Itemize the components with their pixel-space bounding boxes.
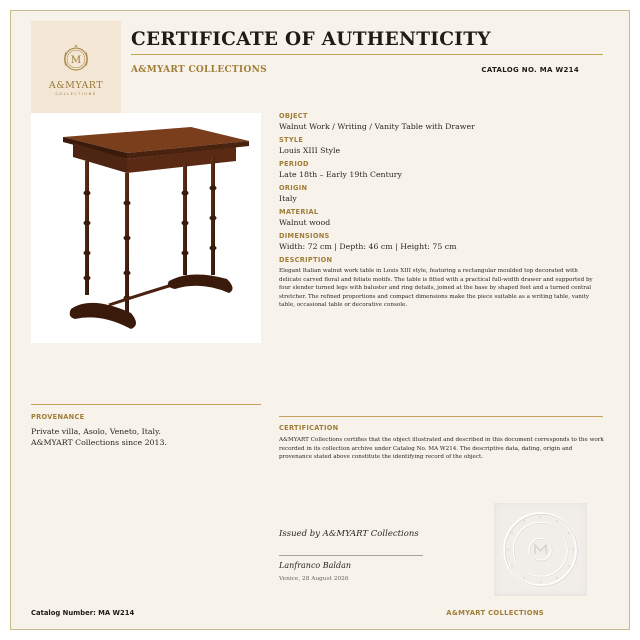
- logo-subtitle: COLLECTIONS: [55, 92, 97, 96]
- place-date: Venice, 28 August 2026: [279, 576, 349, 582]
- provenance-label: PROVENANCE: [31, 413, 85, 421]
- detail-label: ORIGIN: [279, 184, 308, 192]
- logo-letter: M: [70, 54, 82, 66]
- provenance-line: A&MYART Collections since 2013.: [31, 437, 167, 447]
- detail-style: [279, 136, 609, 157]
- certification-text: A&MYART Collections certifies that the object illustrated and described in this document corresponds to the work recorded in its collection archive under Catalog No. MA W214. The descriptive data, dating, origin and provenance stated above constitute the identifying record of the object.: [279, 437, 604, 461]
- detail-value: Walnut wood: [279, 218, 331, 227]
- provenance-text: [31, 427, 231, 448]
- detail-label: DIMENSIONS: [279, 232, 330, 240]
- seal-emboss-graphic: [494, 503, 587, 596]
- signature-line: [279, 555, 423, 556]
- object-details: [279, 112, 609, 310]
- description-text: Elegant Italian walnut work table in Louis XIII style, featuring a rectangular moulded top decorated with delicate carved floral and foliate motifs. The table is fitted with a practical full-width drawer and supported by four slender turned legs with baluster and ring details, joined at the base by shaped feet and a turned central stretcher. The refined proportions and compact dimensions make the piece suitable as a writing table, vanity table, occasional table or decorative console.: [279, 268, 593, 309]
- detail-value: Late 18th – Early 19th Century: [279, 170, 402, 179]
- signer-name: Lanfranco Baldan: [279, 561, 352, 570]
- detail-label: PERIOD: [279, 160, 309, 168]
- detail-label: OBJECT: [279, 112, 308, 120]
- detail-origin: [279, 184, 609, 205]
- detail-object: [279, 112, 609, 133]
- footer-catalog-number: Catalog Number: MA W214: [31, 609, 135, 617]
- detail-label: STYLE: [279, 136, 304, 144]
- detail-description: [279, 256, 609, 310]
- detail-value: Walnut Work / Writing / Vanity Table with Drawer: [279, 122, 475, 131]
- description-label: DESCRIPTION: [279, 256, 333, 264]
- issued-by: Issued by A&MYART Collections: [279, 529, 419, 539]
- collection-name: A&MYART COLLECTIONS: [131, 65, 267, 75]
- walnut-table-illustration: [31, 113, 261, 343]
- brand-logo: [31, 21, 121, 117]
- footer-brand: A&MYART COLLECTIONS: [446, 609, 544, 617]
- title-rule: [131, 54, 603, 55]
- page-title: CERTIFICATE OF AUTHENTICITY: [131, 29, 491, 50]
- catalog-number-header: CATALOG NO. MA W214: [481, 66, 579, 74]
- detail-value: Louis XIII Style: [279, 146, 341, 155]
- provenance-line: Private villa, Asolo, Veneto, Italy.: [31, 427, 161, 436]
- provenance-rule: [31, 404, 261, 405]
- detail-period: [279, 160, 609, 181]
- detail-value: Italy: [279, 194, 297, 203]
- certification-label: CERTIFICATION: [279, 424, 339, 432]
- detail-dimensions: [279, 232, 609, 253]
- certificate-page: [10, 10, 630, 630]
- detail-material: [279, 208, 609, 229]
- detail-label: MATERIAL: [279, 208, 319, 216]
- monogram-emblem-icon: [59, 42, 93, 76]
- detail-value: Width: 72 cm | Depth: 46 cm | Height: 75 cm: [279, 242, 457, 251]
- embossed-seal-icon: [494, 503, 587, 596]
- logo-name: A&MYART: [48, 80, 104, 91]
- walnut-table-image: [31, 113, 261, 343]
- certification-rule: [279, 416, 603, 417]
